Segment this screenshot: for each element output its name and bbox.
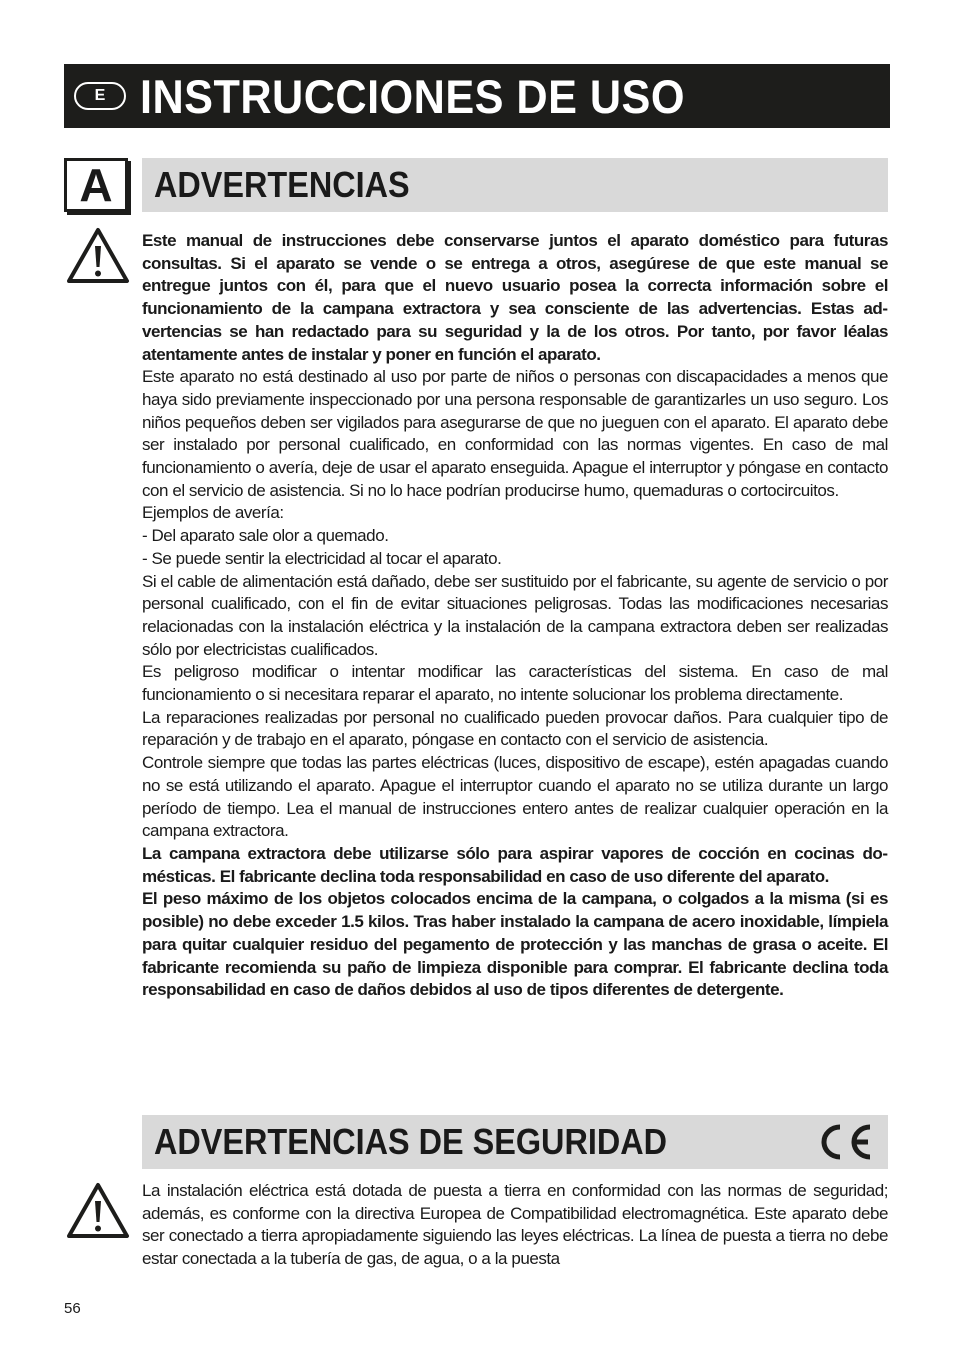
ce-mark-icon (816, 1121, 876, 1163)
paragraph: La reparaciones realizadas por personal no cualificado pueden provocar daños. Para cualquier tipo de reparación y de trabajo en el aparato, póngase en contacto con el servicio de asistencia. (142, 707, 888, 750)
paragraph: - Se puede sentir la electricidad al tocar el aparato. (142, 548, 502, 568)
paragraph: Ejemplos de avería: (142, 503, 284, 523)
warning-triangle-icon (66, 226, 130, 284)
paragraph: - Del aparato sale olor a quemado. (142, 526, 389, 546)
section-header-seguridad (142, 1115, 888, 1169)
paragraph: Controle siempre que todas las partes eléctricas (luces, dispositivo de escape), estén apagadas cuando no se está utilizando el aparato. Apague el interruptor cuando el aparato no se utiliza durante un largo período de tiempo. Lea el manual de instrucciones entero antes de realizar cualquier operación en la campana extractora. (142, 753, 888, 841)
paragraph: Es peligroso modificar o intentar modificar las características del sistema. En caso de mal funcionamiento o si necesitara reparar el aparato, no intente solucionar los problema directamente. (142, 662, 888, 705)
section-a-body (142, 230, 888, 1002)
page-title: INSTRUCCIONES DE USO (140, 69, 685, 123)
section-header-advertencias (142, 158, 888, 212)
title-bar (64, 64, 890, 128)
paragraph: Si el cable de alimentación está dañado, debe ser sustituido por el fabricante, su agente de servicio o por personal cualificado, con el fin de evitar situaciones peligrosas. Todas las modificaciones necesarias relacionadas con la instalación eléctrica y la instalación de la campana extractora deben ser realizadas sólo por electricistas cualificados. (142, 571, 888, 659)
section-letter-badge: A (64, 158, 128, 212)
paragraph: Este manual de instrucciones debe conservarse juntos el aparato doméstico para futuras consultas. Si el aparato se vende o se entrega a otros, asegúrese de que este manual se entregue juntos con él, para que el nuevo usuario posea la correcta información sobre el funcionamiento de la campana extractora y sea consciente de las advertencias. Estas advertencias se han redactado para su seguridad y la de los otros. Por tanto, por favor léalas atentamente antes de instalar y poner en función el aparato. (142, 231, 888, 364)
paragraph: Este aparato no está destinado al uso por parte de niños o personas con discapacidades a menos que haya sido previamente inspeccionado por una persona responsable de garantizarles un uso seguro. Los niños pequeños deben ser vigilados para asegurarse de que no jueguen con el aparato. El aparato debe ser instalado por personal cualificado, en conformidad con las normas vigentes. En caso de mal funcionamiento o avería, deje de usar el aparato enseguida. Apague el interruptor y póngase en contacto con el servicio de asistencia. Si no lo hace podrían producirse humo, quemaduras o cortocircuitos. (142, 367, 888, 500)
warning-triangle-icon (66, 1181, 130, 1239)
section-title: ADVERTENCIAS DE SEGURIDAD (154, 1121, 668, 1162)
language-badge: E (74, 82, 126, 110)
paragraph: La campana extractora debe utilizarse sólo para aspirar vapores de cocción en cocinas domésticas. El fabricante declina toda responsabilidad en caso de uso diferente del aparato. (142, 843, 888, 886)
section-title: ADVERTENCIAS (154, 164, 410, 205)
page-number: 56 (64, 1300, 81, 1317)
paragraph: El peso máximo de los objetos colocados encima de la campana, o colgados a la misma (si es posible) no debe exceder 1.5 kilos. Tras haber instalado la campana de acero inoxidable, límpiela para quitar cualquier residuo del pegamento de protección y las manchas de grasa o aceite. El fabricante recomienda su paño de limpieza disponible para comprar. El fabricante declina toda responsabilidad en caso de daños debidos al uso de tipos diferentes de detergente. (142, 889, 888, 1000)
paragraph: La instalación eléctrica está dotada de puesta a tierra en conformidad con las normas de seguridad; además, es conforme con la directiva Europea de Compatibilidad electromagnética. Este aparato debe ser conectado a tierra apropiadamente siguiendo las leyes eléctricas. La línea de puesta a tierra no debe estar conectada a la tubería de gas, de agua, o a la puesta (142, 1181, 888, 1269)
section-b-body (142, 1180, 888, 1271)
